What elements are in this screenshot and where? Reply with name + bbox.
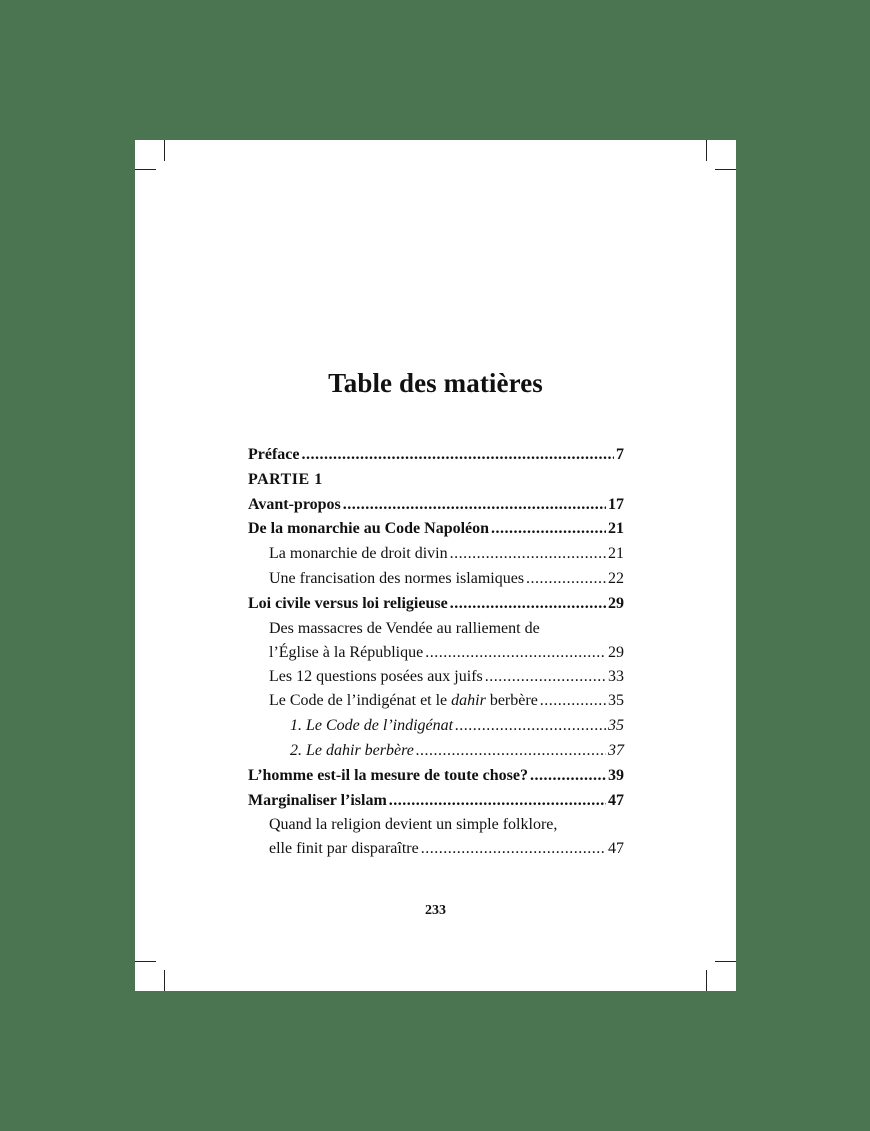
leader-dots [302, 443, 614, 468]
crop-mark [164, 970, 165, 991]
toc-entry-page: 29 [608, 643, 624, 661]
toc-entry-page: 47 [608, 840, 624, 858]
toc-entry-droit-divin[interactable] [248, 542, 624, 567]
toc-entry-questions[interactable] [248, 665, 624, 690]
toc-entry-label: Marginaliser l’islam [248, 791, 387, 809]
table-of-contents [248, 443, 624, 861]
crop-mark [135, 961, 156, 962]
toc-entry-page: 17 [608, 495, 624, 513]
toc-entry-page: 21 [608, 545, 624, 563]
leader-dots [540, 689, 606, 714]
leader-dots [421, 837, 606, 861]
toc-entry-label-line2: elle finit par disparaître [269, 840, 419, 858]
leader-dots [389, 789, 606, 814]
toc-entry-page: 29 [608, 594, 624, 612]
toc-entry-monarchie[interactable] [248, 517, 624, 542]
toc-entry-label-line2: l’Église à la République [269, 643, 424, 661]
toc-entry-label-line1: Quand la religion devient un simple folklore, [269, 816, 558, 834]
leader-dots [450, 592, 606, 617]
toc-entry-label: De la monarchie au Code Napoléon [248, 520, 490, 538]
toc-entry-vendee[interactable] [248, 617, 624, 665]
toc-entry-page: 37 [608, 741, 624, 759]
toc-entry-label: La monarchie de droit divin [269, 545, 448, 563]
crop-mark [715, 961, 736, 962]
page-title: Table des matières [328, 368, 543, 398]
toc-entry-page: 7 [616, 446, 624, 463]
toc-entry-page: 47 [608, 791, 624, 809]
leader-dots [455, 714, 606, 739]
leader-dots [491, 517, 606, 542]
toc-entry-francisation[interactable] [248, 567, 624, 592]
toc-entry-preface[interactable] [248, 443, 624, 468]
leader-dots [343, 493, 606, 518]
leader-dots [530, 764, 606, 789]
toc-entry-indigenat[interactable] [248, 689, 624, 714]
toc-entry-label: 2. Le dahir berbère [290, 741, 414, 759]
toc-entry-label: L’homme est-il la mesure de toute chose? [248, 766, 528, 784]
toc-entry-dahir-berbere[interactable] [248, 739, 624, 764]
crop-mark [164, 140, 165, 161]
toc-entry-avant-propos[interactable] [248, 493, 624, 518]
toc-entry-page: 39 [608, 766, 624, 784]
toc-entry-label: Les 12 questions posées aux juifs [269, 667, 483, 685]
crop-mark [706, 970, 707, 991]
toc-entry-label: 1. Le Code de l’indigénat [290, 717, 454, 735]
toc-entry-loi-civile[interactable] [248, 592, 624, 617]
toc-entry-label: Avant-propos [248, 495, 341, 513]
crop-mark [135, 169, 156, 170]
toc-entry-label: Loi civile versus loi religieuse [248, 594, 448, 612]
toc-entry-code-indigenat[interactable] [248, 714, 624, 739]
label-part: Le Code de l’indigénat et le [269, 692, 452, 710]
leader-dots [485, 665, 606, 690]
leader-dots [526, 567, 606, 592]
leader-dots [416, 739, 606, 764]
toc-entry-page: 21 [608, 520, 624, 538]
toc-entry-page: 22 [608, 569, 624, 587]
book-page [135, 140, 736, 991]
toc-entry-homme[interactable] [248, 764, 624, 789]
part-heading: PARTIE 1 [248, 470, 323, 488]
crop-mark [715, 169, 736, 170]
leader-dots [450, 542, 606, 567]
toc-entry-label-line1: Des massacres de Vendée au ralliement de [269, 619, 540, 637]
page-number: 233 [425, 903, 446, 918]
toc-entry-label: Une francisation des normes islamiques [269, 569, 525, 587]
crop-mark [706, 140, 707, 161]
toc-entry-religion[interactable] [248, 813, 624, 861]
toc-entry-page: 35 [608, 717, 624, 735]
label-part: berbère [485, 692, 538, 710]
toc-entry-marginaliser[interactable] [248, 789, 624, 814]
toc-entry-label: Préface [248, 446, 300, 463]
label-emphasis: dahir [451, 692, 486, 710]
toc-entry-page: 35 [608, 692, 624, 710]
leader-dots [425, 641, 606, 665]
toc-entry-label [269, 689, 538, 714]
toc-entry-page: 33 [608, 667, 624, 685]
